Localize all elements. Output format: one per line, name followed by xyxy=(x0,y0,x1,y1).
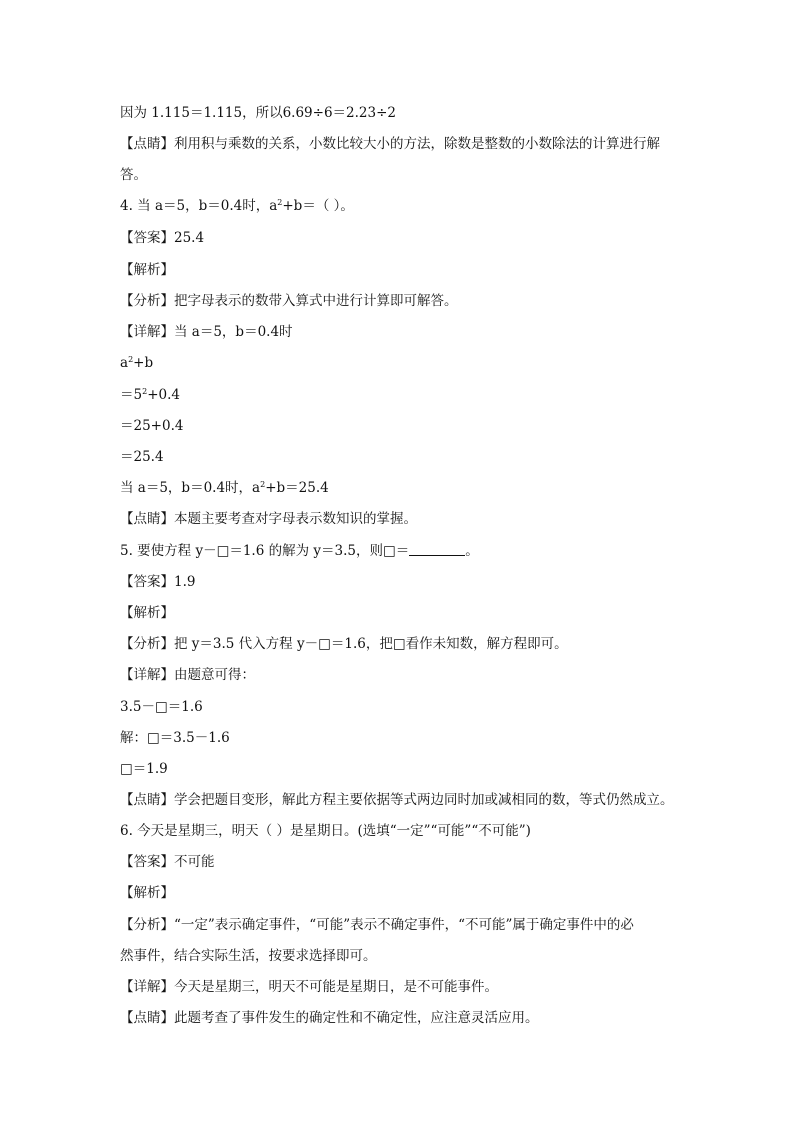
text-span: 【分析】把字母表示的数带入算式中进行计算即可解答。 xyxy=(120,293,458,309)
text-span: 4. 当 a＝5，b＝0.4时，a xyxy=(120,198,278,214)
analysis-heading xyxy=(120,604,680,622)
text-span: 【解析】 xyxy=(120,605,174,621)
text-span: ＝5 xyxy=(120,387,143,403)
text-span: 【分析】把 y＝3.5 代入方程 y－□＝1.6，把□看作未知数，解方程即可。 xyxy=(120,636,568,652)
text-line-continuation xyxy=(120,166,680,184)
detail-line xyxy=(120,666,680,684)
analysis-line xyxy=(120,916,680,934)
answer-line xyxy=(120,573,680,591)
text-span: +b＝25.4 xyxy=(265,480,329,496)
text-span: 6. 今天是星期三，明天（ ）是星期日。(选填“一定”“可能”“不可能”) xyxy=(120,823,531,839)
text-span: □＝1.9 xyxy=(120,761,168,777)
superscript: 2 xyxy=(277,198,283,207)
text-span: +b＝（ ）。 xyxy=(282,198,354,214)
comment-line xyxy=(120,510,680,528)
text-span: 【分析】“一定”表示确定事件，“可能”表示不确定事件，“不可能”属于确定事件中的必 xyxy=(120,917,634,933)
text-span: +b xyxy=(133,355,154,371)
text-span: 【详解】今天是星期三，明天不可能是星期日，是不可能事件。 xyxy=(120,979,498,995)
math-step xyxy=(120,417,680,435)
question-5 xyxy=(120,542,680,560)
text-span: 因为 1.115＝1.115，所以6.69÷6＝2.23÷2 xyxy=(120,105,397,121)
text-span: 解：□＝3.5－1.6 xyxy=(120,730,230,746)
detail-line xyxy=(120,978,680,996)
text-span: 【解析】 xyxy=(120,885,174,901)
superscript: 2 xyxy=(128,355,134,364)
answer-line xyxy=(120,853,680,871)
text-span: 当 a＝5，b＝0.4时，a xyxy=(120,480,261,496)
text-span: 5. 要使方程 y－□＝1.6 的解为 y＝3.5，则□＝ xyxy=(120,543,410,559)
text-line-continuation xyxy=(120,947,680,965)
comment-line xyxy=(120,791,680,809)
question-6 xyxy=(120,822,680,840)
text-span: 【点睛】利用积与乘数的关系，小数比较大小的方法，除数是整数的小数除法的计算进行解 xyxy=(120,136,660,152)
comment-line xyxy=(120,1009,680,1027)
text-span: 【详解】当 a＝5，b＝0.4时 xyxy=(120,324,293,340)
text-span: +0.4 xyxy=(147,387,180,403)
text-span: 【解析】 xyxy=(120,262,174,278)
math-step xyxy=(120,698,680,716)
text-span: 3.5－□＝1.6 xyxy=(120,699,203,715)
answer-blank xyxy=(409,543,465,556)
text-span: 【点睛】此题考查了事件发生的确定性和不确定性，应注意灵活应用。 xyxy=(120,1010,539,1026)
detail-line xyxy=(120,323,680,341)
text-span: 【点睛】学会把题目变形，解此方程主要依据等式两边同时加或减相同的数，等式仍然成立。 xyxy=(120,792,674,808)
analysis-heading xyxy=(120,261,680,279)
text-span: 【答案】25.4 xyxy=(120,230,205,246)
superscript: 2 xyxy=(260,480,266,489)
answer-line xyxy=(120,229,680,247)
superscript: 2 xyxy=(142,387,148,396)
text-span: 【答案】不可能 xyxy=(120,854,215,870)
analysis-heading xyxy=(120,884,680,902)
analysis-line xyxy=(120,292,680,310)
math-step xyxy=(120,354,680,372)
math-step xyxy=(120,729,680,747)
text-span: 。 xyxy=(465,543,479,559)
text-span: 答。 xyxy=(120,167,147,183)
question-4 xyxy=(120,197,680,215)
math-step xyxy=(120,386,680,404)
text-line xyxy=(120,104,680,122)
text-span: 【答案】1.9 xyxy=(120,574,196,590)
text-span: 然事件，结合实际生活，按要求选择即可。 xyxy=(120,948,377,964)
text-span: ＝25+0.4 xyxy=(120,418,184,434)
math-step xyxy=(120,760,680,778)
text-span: 【点睛】本题主要考查对字母表示数知识的掌握。 xyxy=(120,511,417,527)
analysis-line xyxy=(120,635,680,653)
math-step xyxy=(120,448,680,466)
text-span: ＝25.4 xyxy=(120,449,164,465)
text-span: 【详解】由题意可得： xyxy=(120,667,255,683)
text-line xyxy=(120,135,680,153)
math-conclusion xyxy=(120,479,680,497)
text-span: a xyxy=(120,355,129,371)
